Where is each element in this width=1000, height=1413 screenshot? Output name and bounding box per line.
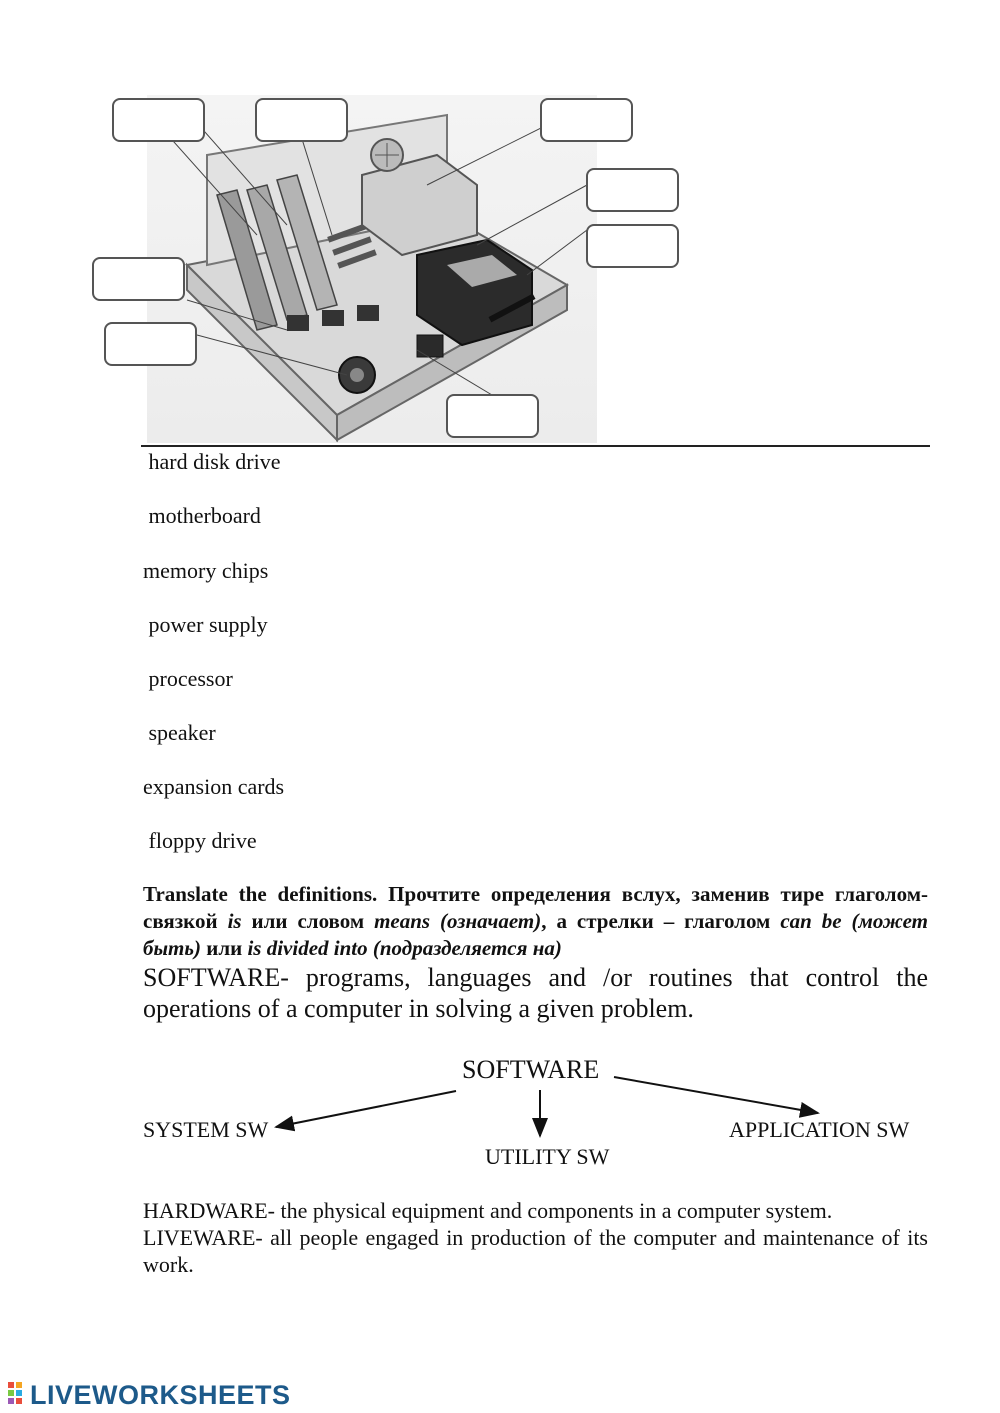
diagram-application-sw: APPLICATION SW [729, 1117, 910, 1142]
instruction-is: is [227, 909, 242, 933]
diagram-system-sw: SYSTEM SW [143, 1117, 269, 1142]
instruction-means: means (означает) [374, 909, 542, 933]
vocab-speaker: speaker [143, 720, 216, 745]
vocab-processor: processor [143, 666, 233, 691]
answer-box-4[interactable] [586, 168, 679, 212]
arrow-to-application-sw [614, 1077, 818, 1113]
vocab-floppy-drive: floppy drive [143, 828, 257, 853]
instruction-divided: is divided into (подразделяется на) [247, 936, 562, 960]
answer-box-5[interactable] [586, 224, 679, 268]
answer-box-8[interactable] [446, 394, 539, 438]
logo-text: LIVEWORKSHEETS [30, 1379, 291, 1410]
answer-box-1[interactable] [112, 98, 205, 142]
instruction-paragraph [143, 881, 928, 962]
diagram-utility-sw: UTILITY SW [485, 1144, 610, 1169]
answer-box-7[interactable] [104, 322, 197, 366]
instruction-text-1: Прочтите определения вслух, заменив тире глаголом-связкой [143, 882, 928, 933]
answer-box-6[interactable] [92, 257, 185, 301]
answer-box-2[interactable] [255, 98, 348, 142]
computer-case-drawing [147, 95, 597, 443]
instruction-text-4: или [200, 936, 248, 960]
diagram-root-software: SOFTWARE [462, 1055, 600, 1084]
vocab-memory-chips: memory chips [143, 558, 269, 583]
answer-box-3[interactable] [540, 98, 633, 142]
software-definition: SOFTWARE- programs, languages and /or routines that control the operations of a computer in solving a given problem. [143, 963, 928, 1023]
instruction-text-2: или словом [241, 909, 375, 933]
logo-grid-icon [8, 1382, 30, 1408]
instruction-text-3: , а стрелки – глаголом [541, 909, 781, 933]
computer-internals-image [147, 95, 597, 443]
vocab-hard-disk-drive: hard disk drive [143, 449, 281, 474]
vocab-motherboard: motherboard [143, 503, 261, 528]
instruction-can-be: can be (может быть) [143, 909, 928, 960]
hardware-definition: HARDWARE- the physical equipment and components in a computer system. [143, 1198, 833, 1223]
liveware-definition: LIVEWARE- all people engaged in production of the computer and maintenance of its work. [143, 1225, 928, 1277]
arrow-to-system-sw [276, 1091, 456, 1127]
vocab-power-supply: power supply [143, 612, 268, 637]
liveworksheets-logo [8, 1380, 291, 1410]
vocab-expansion-cards: expansion cards [143, 774, 285, 799]
divider-line [141, 445, 930, 447]
instruction-lead: Translate the definitions. [143, 882, 378, 906]
